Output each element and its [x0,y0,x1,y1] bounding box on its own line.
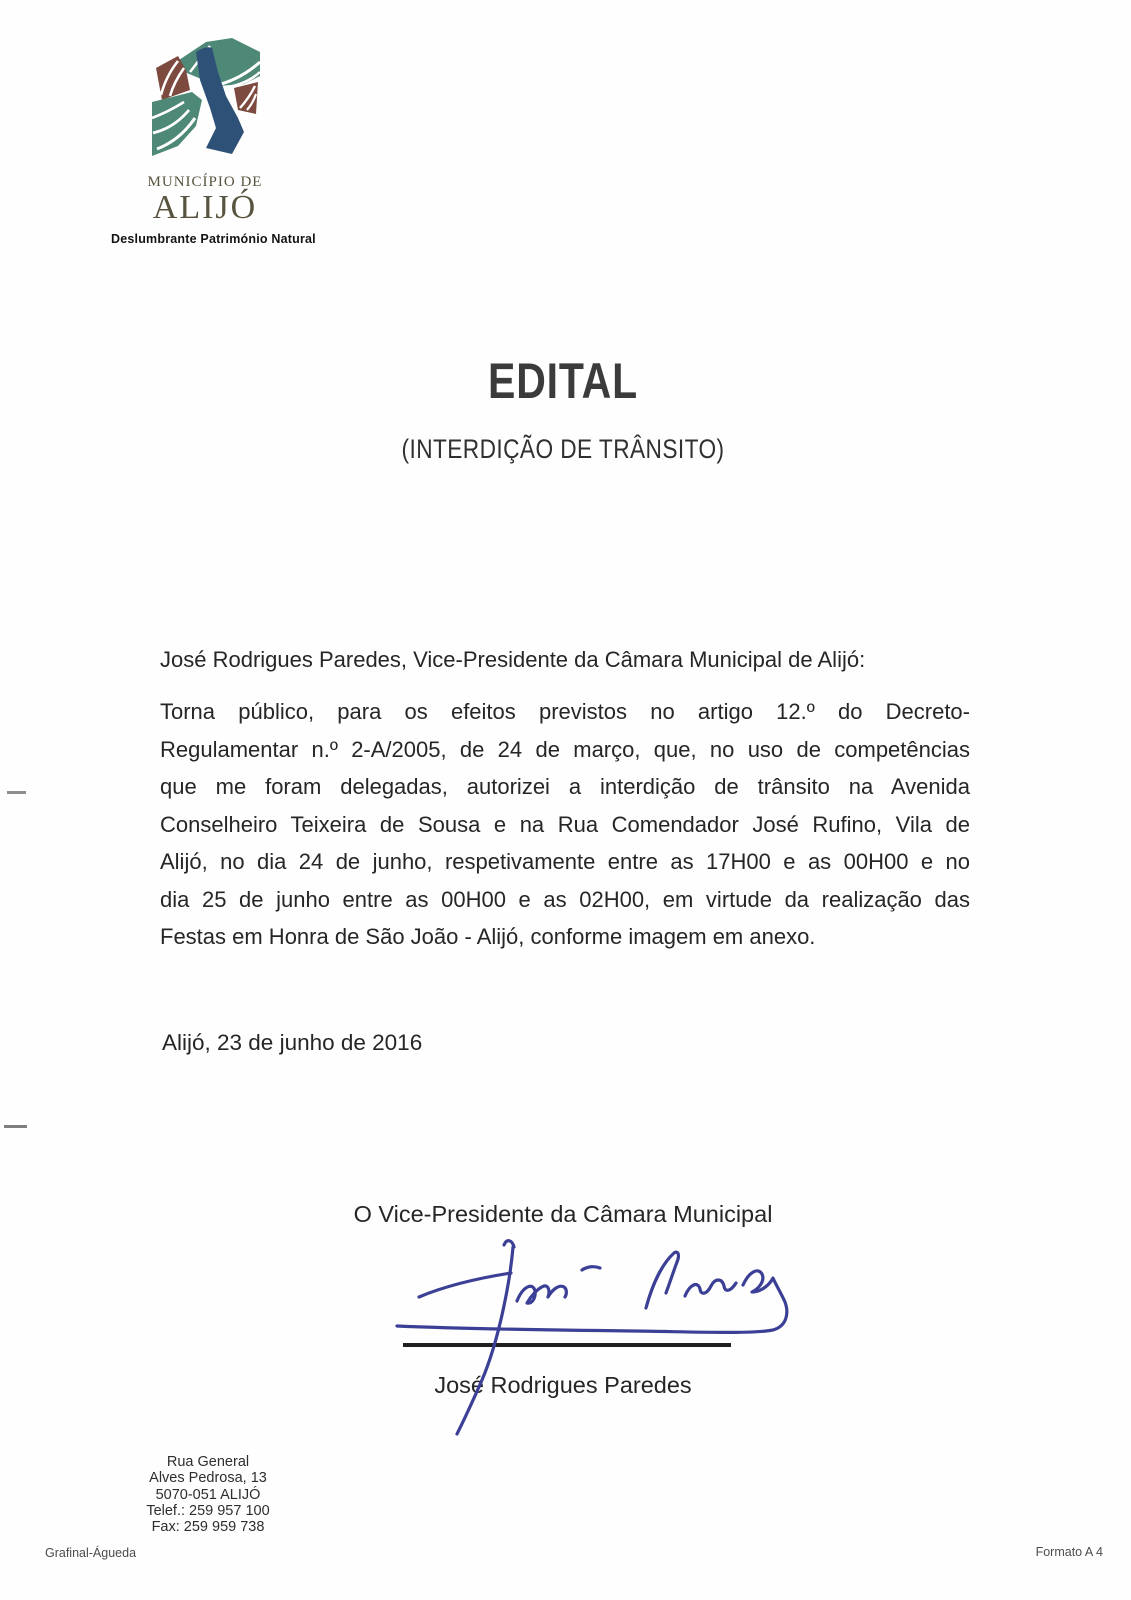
printer-credit: Grafinal-Águeda [45,1546,137,1560]
signature-crossbar-stroke [419,1273,511,1297]
address-line: Telef.: 259 957 100 [146,1502,270,1519]
address-line: 5070-051 ALIJÓ [155,1486,261,1503]
signature-ose-stroke [517,1286,566,1303]
paragraph-line: Alijó, no dia 24 de junho, respetivamente entre as 17H00 e as 00H00 e no [160,849,970,874]
signature-j-stroke [457,1241,514,1434]
document-title: EDITAL [488,353,638,409]
footer-address-block [108,1454,308,1535]
paper-format-label: Formato A 4 [1035,1545,1103,1559]
paragraph-line: Festas em Honra de São João - Alijó, conforme imagem em anexo. [160,924,816,949]
paragraph-line: Torna público, para os efeitos previstos no artigo 12.º do Decreto- [160,699,970,724]
paragraph-line: Conselheiro Teixeira de Sousa e na Rua Comendador José Rufino, Vila de [160,811,970,837]
paragraph-line: que me foram delegadas, autorizei a interdição de trânsito na Avenida [160,774,970,799]
document-subtitle: (INTERDIÇÃO DE TRÂNSITO) [401,434,725,464]
logo-municipio-de-label: MUNICÍPIO DE [147,174,263,190]
signature-accent-stroke [582,1267,600,1270]
date-line: Alijó, 23 de junho de 2016 [162,1030,423,1055]
alijo-municipality-logo-icon [150,36,262,162]
intro-line: José Rodrigues Paredes, Vice-Presidente da Câmara Municipal de Alijó: [160,647,866,672]
paragraph-line: dia 25 de junho entre as 00H00 e as 02H00, em virtude da realização das [160,886,970,912]
signature-p-stroke [646,1252,678,1308]
logo-tagline: Deslumbrante Património Natural [111,232,316,246]
body-paragraph [160,693,970,956]
fold-mark [7,791,26,794]
signature-underline-stroke [397,1271,787,1333]
signature-arede-stroke [685,1280,736,1296]
signature-line [403,1343,731,1347]
logo-alijo-label: ALIJÓ [152,189,258,226]
signatory-role: O Vice-Presidente da Câmara Municipal [353,1201,773,1227]
signatory-name: José Rodrigues Paredes [434,1372,692,1398]
paragraph-line: Regulamentar n.º 2-A/2005, de 24 de março, que, no uso de competências [160,736,970,762]
handwritten-signature [383,1230,803,1442]
address-line: Alves Pedrosa, 13 [149,1470,267,1487]
fold-mark [4,1125,27,1128]
address-line: Fax: 259 959 738 [151,1519,265,1536]
address-line: Rua General [166,1454,250,1470]
